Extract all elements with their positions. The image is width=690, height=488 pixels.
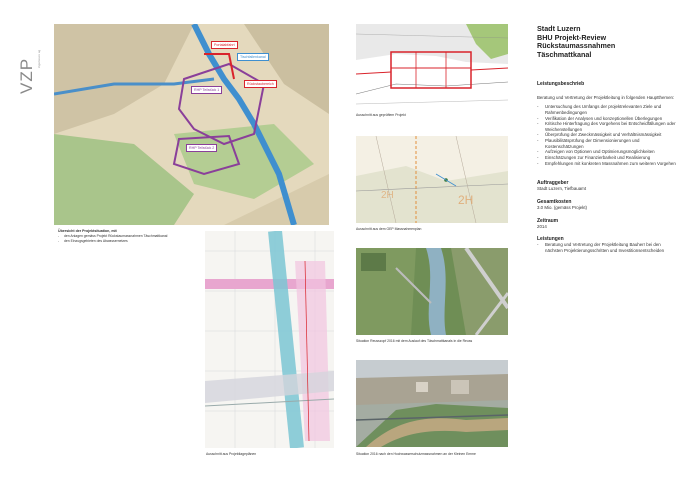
services-list <box>537 242 677 253</box>
overview-map <box>54 24 329 225</box>
period-value: 2014 <box>537 223 547 229</box>
label-bypass: Rückstaubereich <box>244 80 277 88</box>
services-heading: Leistungen <box>537 236 564 243</box>
company-logo <box>17 38 39 94</box>
aerial-photo-kleine-emme-caption: Situation 2016 nach den Hochwasserschutzmassnahmen an der Kleinen Emme <box>356 452 476 456</box>
overview-caption-item: - den Anlagen gemäss Projekt Rückstaumassnahmen Täschmattkanal <box>58 234 208 238</box>
description-item: - Untersuchung des Umfangs der projektrelevanten Ziele und Rahmenbedingungen <box>537 104 677 115</box>
label-inlet: Tischfallenkanal <box>237 53 269 61</box>
period-heading: Zeitraum <box>537 217 559 224</box>
label-portal: Portalabfahrt <box>211 41 238 49</box>
project-drawing-caption: Ausschnitt aus geprüftem Projekt <box>356 113 406 117</box>
label-reach1: RHP Teilstück 1 <box>191 86 222 94</box>
client-value: Stadt Luzern, Tiefbauamt <box>537 186 587 192</box>
description-intro: Beratung und Vertretung der Projektleitung in folgenden Hauptthemen: <box>537 94 675 100</box>
svg-text:2H: 2H <box>458 193 474 207</box>
description-list <box>537 104 677 166</box>
gep-plan-image <box>356 136 508 223</box>
description-item: - Kritische Hinterfragung des Vorgehens bei Entscheidfällungen oder Weichenstellungen <box>537 121 677 132</box>
description-item: - Empfehlungen mit konkreten Massnahmen zum weiteren Vorgehen <box>537 161 677 167</box>
project-title-line: Täschmattkanal <box>537 49 592 59</box>
svg-text:2H: 2H <box>381 190 394 201</box>
description-item: - Verifikation der Analysen und konzeptionellen Überlegungen <box>537 116 677 122</box>
aerial-photo-reusszopf <box>356 248 508 335</box>
project-title-line: Stadt Luzern <box>537 24 581 33</box>
site-plan-image <box>205 231 334 448</box>
cost-heading: Gesamtkosten <box>537 198 572 205</box>
description-item: - Einschätzungen zur Finanzierbarkeit und Realisierung <box>537 155 677 161</box>
project-title-line: BHU Projekt-Review <box>537 32 607 42</box>
description-heading: Leistungsbeschrieb <box>537 80 585 87</box>
overview-caption <box>58 229 208 243</box>
project-title <box>537 25 677 60</box>
project-drawing-image <box>356 24 508 110</box>
label-reach2: RHP Teilstück 2 <box>186 144 217 152</box>
services-item: - Beratung und Vertretung der Projektleitung Bauherr bei den nächsten Projektierungsschritten und Investitionsentscheiden <box>537 242 677 253</box>
overview-caption-item: - den Einzugsgebieten des Abwassernetzes <box>58 239 208 243</box>
logo-subtitle: ingenieure ag <box>37 49 41 68</box>
cost-value: 3.0 Mio. (gemäss Projekt) <box>537 204 588 210</box>
gep-plan-caption: Ausschnitt aus dem GEP Massnahmenplan <box>356 227 422 231</box>
overview-caption-title: Übersicht der Projektsituation, mit <box>58 229 117 233</box>
aerial-photo-reusszopf-caption: Situation Reusszopf 2016 mit dem Auslauf des Täschmattkanals in die Reuss <box>356 339 473 343</box>
description-item: - Plausibilitätsprüfung der Dimensionierungen und Kostenschätzungen <box>537 138 677 149</box>
logo-text: VZP <box>17 57 36 94</box>
description-item: - Aufzeigen von Optionen und Optimierungsmöglichkeiten <box>537 149 677 155</box>
site-plan-caption: Ausschnitt aus Projektlageplänen <box>206 452 257 456</box>
description-item: - Überprüfung der Zweckmässigkeit und Verhältnismässigkeit <box>537 132 677 138</box>
client-heading: Auftraggeber <box>537 180 569 187</box>
project-info-column <box>537 25 677 254</box>
aerial-photo-kleine-emme <box>356 360 508 447</box>
project-title-line: Rückstaumassnahmen <box>537 41 616 51</box>
